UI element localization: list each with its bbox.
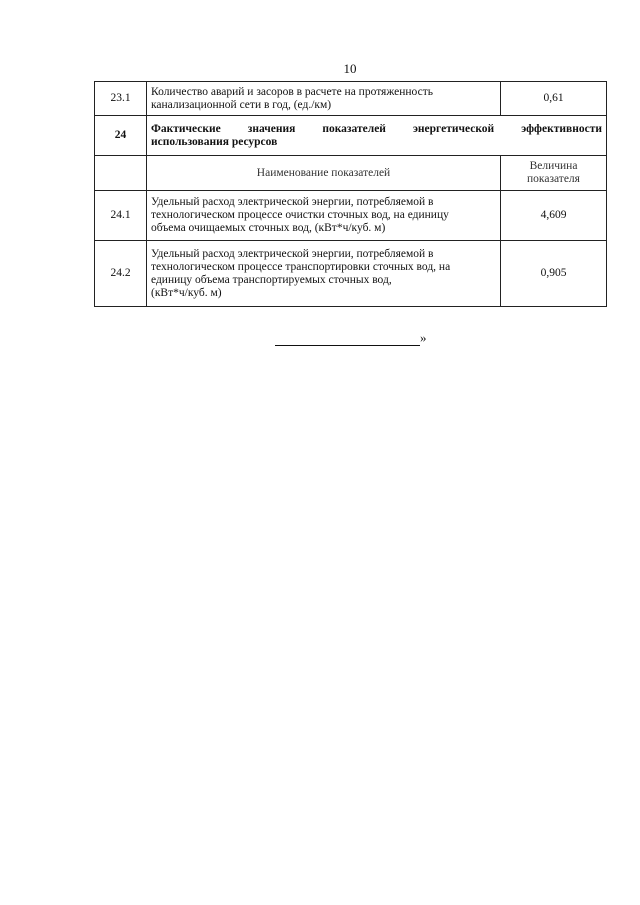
section-title [147,116,607,156]
table-header-row [95,156,607,191]
signature-underline [275,333,420,346]
section-number: 24 [95,116,147,156]
table-row-24-1 [95,191,607,241]
indicator-name-line: Удельный расход электрической энергии, потребляемой в [151,196,434,208]
row-number: 24.1 [95,191,147,241]
page-number: 10 [343,61,357,76]
indicator-name-line: технологическом процессе очистки сточных вод, на единицу [151,209,449,221]
indicator-name-line: Удельный расход электрической энергии, потребляемой в [151,247,434,260]
indicator-value: 0,905 [501,241,607,307]
indicator-name-line: канализационной сети в год, (ед./км) [151,98,332,111]
indicator-name [147,191,501,241]
indicator-value: 4,609 [501,191,607,241]
section-title-line: использования ресурсов [151,135,278,148]
closing-line [275,330,427,346]
column-header-value-line: показателя [527,173,580,185]
closing-quote-mark: » [420,330,427,345]
section-title-line: Фактические значения показателей энергетической эффективности [151,122,602,135]
indicator-name-line: единицу объема транспортируемых сточных вод, [151,273,392,286]
row-number: 23.1 [95,82,147,116]
table-row-23-1 [95,82,607,116]
row-number: 24.2 [95,241,147,307]
header-empty-cell [95,156,147,191]
indicators-table [94,81,607,307]
table-row-24-section [95,116,607,156]
column-header-name: Наименование показателей [147,156,501,191]
indicator-name-line: Количество аварий и засоров в расчете на протяженность [151,85,433,98]
column-header-value [501,156,607,191]
indicator-name [147,82,501,116]
indicator-name-line: технологическом процессе транспортировки сточных вод, на [151,260,451,273]
column-header-value-line: Величина [529,160,578,172]
indicator-name-line: (кВт*ч/куб. м) [151,286,222,299]
indicator-value: 0,61 [501,82,607,116]
table-row-24-2 [95,241,607,307]
indicator-name [147,241,501,307]
indicator-name-line: объема очищаемых сточных вод, (кВт*ч/куб. м) [151,222,386,234]
